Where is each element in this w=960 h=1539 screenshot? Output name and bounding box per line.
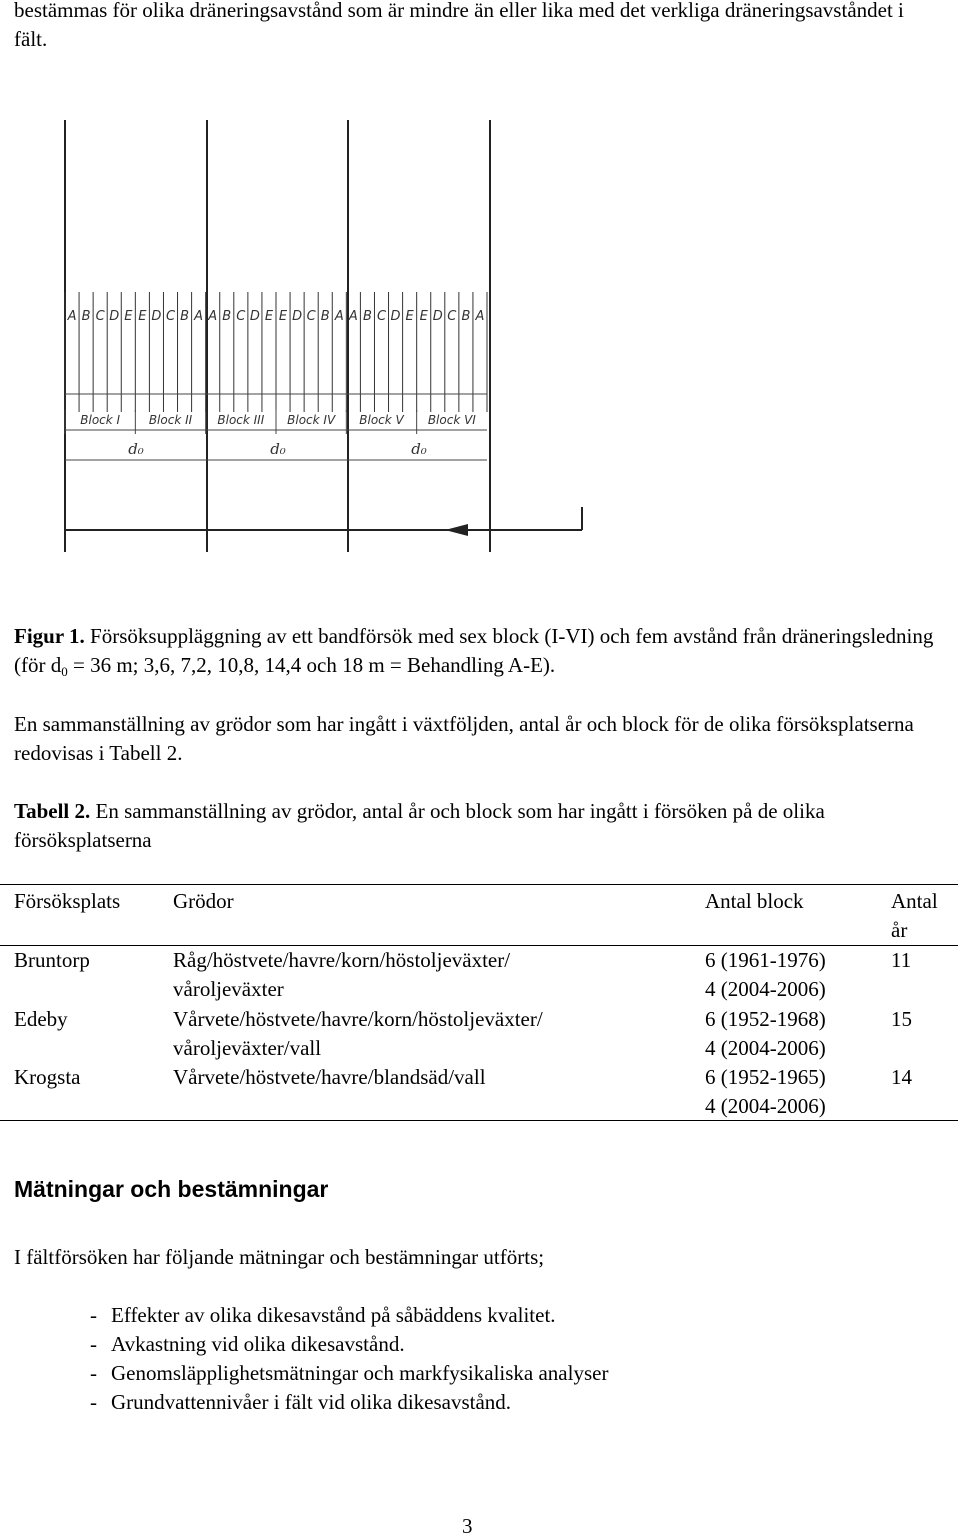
header-years: Antal år [891, 889, 938, 942]
plot-label: A [208, 309, 218, 324]
experiment-layout-figure [60, 112, 590, 572]
plot-label: B [461, 309, 471, 324]
baseline-arrow [445, 524, 468, 536]
block-label: Block I [80, 413, 121, 427]
row-years: 14 [891, 1065, 912, 1089]
row-site: Bruntorp [14, 948, 90, 972]
row-site: Edeby [14, 1007, 68, 1031]
plot-label: C [165, 309, 176, 324]
plot-label: D [292, 309, 303, 324]
page-number: 3 [462, 1514, 473, 1538]
row-crops: Vårvete/höstvete/havre/korn/höstoljeväxter/ [173, 1007, 543, 1031]
plot-label: A [334, 309, 344, 324]
plot-label: C [306, 309, 316, 324]
plot-label: E [405, 309, 414, 324]
header-crops: Grödor [173, 889, 234, 913]
table-label: Tabell 2. [14, 799, 91, 823]
row-site: Krogsta [14, 1065, 81, 1089]
row-crops: Råg/höstvete/havre/korn/höstoljeväxter/ [173, 948, 511, 972]
plot-label: E [264, 309, 274, 324]
plot-label: A [67, 309, 77, 324]
plot-label: D [432, 309, 443, 324]
plot-label: D [249, 309, 260, 324]
plot-label: D [390, 309, 401, 324]
row-blocks: 6 (1961-1976) [705, 948, 826, 972]
table-caption: Tabell 2. En sammanställning av grödor, antal år och block som har ingått i försöken på de olika försöksplatserna [14, 799, 825, 852]
plot-label: C [447, 309, 457, 324]
plot-label: B [320, 309, 330, 324]
row-crops-cont: våroljeväxter [173, 977, 284, 1001]
row-blocks-cont: 4 (2004-2006) [705, 977, 826, 1001]
plot-label: E [138, 309, 147, 324]
crop-table [0, 884, 958, 1121]
plot-label: C [236, 309, 246, 324]
row-blocks: 6 (1952-1968) [705, 1007, 826, 1031]
block-label: Block III [217, 413, 265, 427]
plot-label: C [95, 309, 105, 324]
row-years: 11 [891, 948, 912, 972]
summary-paragraph: En sammanställning av grödor som har ingått i växtföljden, antal år och block för de olika försöksplatserna redovisas i Tabell 2. [14, 712, 914, 765]
plot-label: E [124, 309, 133, 324]
plot-label: D [109, 309, 120, 324]
distance-label: d₀ [270, 440, 286, 458]
plot-label: A [348, 309, 358, 324]
block-label: Block IV [287, 413, 336, 427]
section-intro: I fältförsöken har följande mätningar och bestämningar utförts; [14, 1245, 545, 1269]
block-label: Block V [359, 413, 404, 427]
plot-label: B [180, 309, 190, 324]
row-years: 15 [891, 1007, 912, 1031]
plot-label: B [81, 309, 91, 324]
header-site: Försöksplats [14, 889, 121, 913]
row-crops: Vårvete/höstvete/havre/blandsäd/vall [173, 1065, 486, 1089]
plot-label: C [376, 309, 387, 324]
row-crops-cont: våroljeväxter/vall [173, 1036, 322, 1060]
intro-paragraph: bestämmas för olika dräneringsavstånd som är mindre än eller lika med det verkliga dräneringsavståndet i fält. [14, 0, 904, 51]
plot-label: B [222, 309, 232, 324]
section-heading: Mätningar och bestämningar [14, 1176, 329, 1202]
plot-label: B [362, 309, 372, 324]
plot-label: A [194, 309, 204, 324]
row-blocks-cont: 4 (2004-2006) [705, 1094, 826, 1118]
distance-label: d₀ [411, 440, 427, 458]
row-blocks: 6 (1952-1965) [705, 1065, 826, 1089]
block-label: Block II [148, 413, 193, 427]
figure-label: Figur 1. [14, 624, 85, 648]
plot-label: D [151, 309, 162, 324]
row-blocks-cont: 4 (2004-2006) [705, 1036, 826, 1060]
plot-label: E [419, 309, 428, 324]
plot-label: E [278, 309, 288, 324]
distance-label: d₀ [128, 440, 144, 458]
figure-caption: Figur 1. Försöksuppläggning av ett bandförsök med sex block (I-VI) och fem avstånd från dräneringsledning (för $d_0 = 36$ m; 3,6, 7,2, 10,8, 14,4 och 18 m = Behandling A-E). [14, 624, 934, 679]
plot-label: A [475, 309, 485, 324]
header-blocks: Antal block [705, 889, 804, 913]
block-label: Block VI [427, 413, 476, 427]
